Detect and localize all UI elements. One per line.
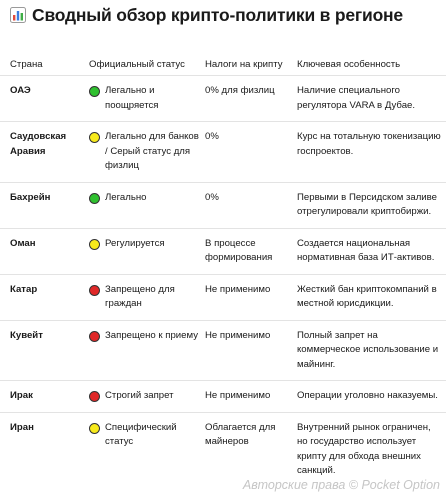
- country-name: Оман: [10, 237, 36, 249]
- status-dot-icon: [89, 132, 100, 143]
- feature-text: Полный запрет на коммерческое использование и майнинг.: [297, 329, 439, 370]
- watermark: Авторские права © Pocket Option: [242, 478, 440, 492]
- tax-text: В процессе формирования: [205, 237, 273, 263]
- table-row: [0, 182, 446, 228]
- status-text: Запрещено к приему: [105, 329, 199, 341]
- cell-country: [0, 412, 89, 487]
- cell-tax: [205, 182, 297, 228]
- crypto-policy-table: [0, 38, 446, 487]
- bar-chart-icon: [10, 7, 26, 23]
- cell-tax: [205, 381, 297, 413]
- feature-text: Операции уголовно наказуемы.: [297, 390, 438, 401]
- cell-status: [89, 122, 205, 183]
- table-row: [0, 381, 446, 413]
- table-body: [0, 76, 446, 487]
- status-text: Специфический статус: [105, 421, 177, 447]
- feature-text: Наличие специального регулятора VARA в Дубае.: [297, 85, 416, 111]
- cell-feature: [297, 228, 446, 274]
- status-text: Легально и поощряется: [105, 85, 159, 111]
- feature-text: Курс на тотальную токенизацию госпроектов.: [297, 131, 441, 157]
- header-tax: Налоги на крипту: [205, 38, 297, 76]
- feature-text: Жесткий бан криптокомпаний в местной юрисдикции.: [297, 283, 437, 309]
- tax-text: 0% для физлиц: [205, 85, 275, 96]
- table-row: [0, 122, 446, 183]
- tax-text: 0%: [205, 131, 219, 142]
- cell-country: [0, 182, 89, 228]
- cell-country: [0, 122, 89, 183]
- status-text: Запрещено для граждан: [105, 283, 175, 309]
- country-name: Катар: [10, 283, 38, 295]
- cell-feature: [297, 320, 446, 381]
- cell-feature: [297, 412, 446, 487]
- cell-country: [0, 320, 89, 381]
- status-dot-icon: [89, 239, 100, 250]
- page-title: [10, 4, 403, 26]
- table-row: [0, 76, 446, 122]
- cell-status: [89, 76, 205, 122]
- cell-status: [89, 412, 205, 487]
- tax-text: Не применимо: [205, 329, 271, 341]
- status-dot-icon: [89, 193, 100, 204]
- status-text: Легально: [105, 191, 147, 203]
- cell-tax: [205, 412, 297, 487]
- cell-feature: [297, 76, 446, 122]
- cell-tax: [205, 274, 297, 320]
- status-dot-icon: [89, 86, 100, 97]
- cell-status: [89, 320, 205, 381]
- country-name: Бахрейн: [10, 191, 51, 203]
- status-text: Строгий запрет: [105, 390, 174, 401]
- status-dot-icon: [89, 423, 100, 434]
- cell-country: [0, 381, 89, 413]
- country-name: Кувейт: [10, 329, 43, 341]
- status-text: Регулируется: [105, 237, 165, 249]
- status-dot-icon: [89, 285, 100, 296]
- cell-country: [0, 76, 89, 122]
- cell-country: [0, 274, 89, 320]
- cell-feature: [297, 122, 446, 183]
- status-text: Легально для банков / Серый статус для физлиц: [105, 131, 199, 171]
- tax-text: Не применимо: [205, 390, 271, 401]
- table-row: [0, 228, 446, 274]
- country-name: Ирак: [10, 390, 33, 401]
- cell-tax: [205, 76, 297, 122]
- page-title-text: Сводный обзор крипто-политики в регионе: [32, 4, 403, 25]
- table-row: [0, 274, 446, 320]
- table-header-row: [0, 38, 446, 76]
- country-name: Иран: [10, 421, 34, 433]
- header-status: Официальный статус: [89, 38, 205, 76]
- cell-feature: [297, 274, 446, 320]
- country-name: ОАЭ: [10, 85, 31, 96]
- cell-tax: [205, 228, 297, 274]
- cell-feature: [297, 381, 446, 413]
- cell-tax: [205, 122, 297, 183]
- country-name: Саудовская Аравия: [10, 131, 67, 157]
- tax-text: Облагается для майнеров: [205, 421, 276, 447]
- feature-text: Создается национальная нормативная база ИТ-активов.: [297, 237, 435, 263]
- header-feature: Ключевая особенность: [297, 38, 446, 76]
- cell-status: [89, 182, 205, 228]
- tax-text: 0%: [205, 191, 219, 203]
- tax-text: Не применимо: [205, 283, 271, 295]
- cell-status: [89, 274, 205, 320]
- cell-status: [89, 381, 205, 413]
- cell-tax: [205, 320, 297, 381]
- cell-status: [89, 228, 205, 274]
- table-row: [0, 320, 446, 381]
- header-country: Страна: [0, 38, 89, 76]
- status-dot-icon: [89, 391, 100, 402]
- cell-feature: [297, 182, 446, 228]
- feature-text: Внутренний рынок ограничен, но государство использует крипту для обхода внешних санкций.: [297, 421, 431, 476]
- status-dot-icon: [89, 331, 100, 342]
- cell-country: [0, 228, 89, 274]
- table-row: [0, 412, 446, 487]
- feature-text: Первыми в Персидском заливе отрегулировали криптобиржи.: [297, 191, 437, 217]
